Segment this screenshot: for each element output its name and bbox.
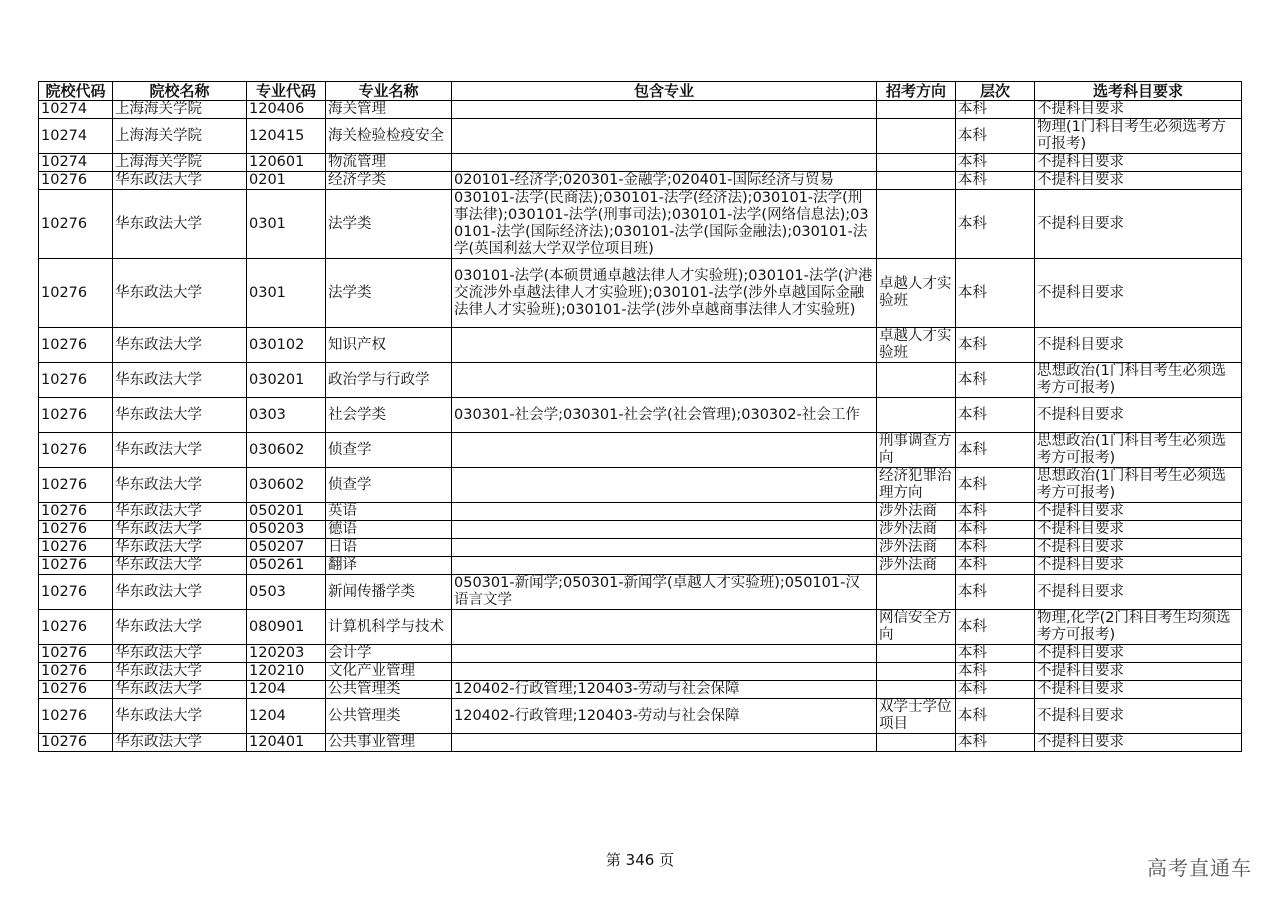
- table-row: [39, 328, 1242, 363]
- cell-school-name: 华东政法大学: [113, 681, 247, 699]
- cell-school-code: 10276: [39, 259, 113, 328]
- cell-included-majors: [452, 468, 877, 503]
- cell-school-code: 10276: [39, 699, 113, 734]
- cell-direction: 卓越人才实验班: [877, 328, 956, 363]
- cell-school-name: 华东政法大学: [113, 398, 247, 433]
- table-row: [39, 398, 1242, 433]
- cell-subject-requirement: 不提科目要求: [1035, 645, 1242, 663]
- cell-direction: [877, 190, 956, 259]
- cell-major-name: 文化产业管理: [326, 663, 452, 681]
- cell-school-name: 华东政法大学: [113, 503, 247, 521]
- cell-included-majors: [452, 119, 877, 154]
- cell-subject-requirement: 不提科目要求: [1035, 190, 1242, 259]
- cell-level: 本科: [956, 259, 1035, 328]
- cell-direction: [877, 172, 956, 190]
- cell-major-name: 法学类: [326, 190, 452, 259]
- cell-subject-requirement: 不提科目要求: [1035, 503, 1242, 521]
- cell-subject-requirement: 不提科目要求: [1035, 699, 1242, 734]
- cell-school-name: 华东政法大学: [113, 539, 247, 557]
- cell-included-majors: [452, 734, 877, 752]
- cell-subject-requirement: 不提科目要求: [1035, 681, 1242, 699]
- cell-direction: [877, 101, 956, 119]
- cell-level: 本科: [956, 521, 1035, 539]
- cell-direction: [877, 663, 956, 681]
- cell-school-name: 华东政法大学: [113, 433, 247, 468]
- cell-level: 本科: [956, 363, 1035, 398]
- page-number: 第 346 页: [605, 851, 675, 869]
- cell-major-code: 120406: [247, 101, 326, 119]
- col-header-included-majors: 包含专业: [452, 82, 877, 101]
- cell-level: 本科: [956, 610, 1035, 645]
- cell-school-code: 10276: [39, 610, 113, 645]
- cell-school-code: 10276: [39, 433, 113, 468]
- cell-included-majors: 020101-经济学;020301-金融学;020401-国际经济与贸易: [452, 172, 877, 190]
- cell-level: 本科: [956, 468, 1035, 503]
- cell-included-majors: [452, 363, 877, 398]
- cell-school-code: 10276: [39, 734, 113, 752]
- cell-subject-requirement: 不提科目要求: [1035, 101, 1242, 119]
- cell-school-code: 10276: [39, 575, 113, 610]
- cell-major-code: 0301: [247, 259, 326, 328]
- cell-subject-requirement: 不提科目要求: [1035, 663, 1242, 681]
- cell-school-name: 上海海关学院: [113, 119, 247, 154]
- cell-subject-requirement: 不提科目要求: [1035, 521, 1242, 539]
- table-row: [39, 645, 1242, 663]
- cell-direction: 卓越人才实验班: [877, 259, 956, 328]
- cell-level: 本科: [956, 154, 1035, 172]
- cell-major-name: 政治学与行政学: [326, 363, 452, 398]
- cell-included-majors: [452, 101, 877, 119]
- cell-school-name: 华东政法大学: [113, 259, 247, 328]
- cell-school-code: 10276: [39, 681, 113, 699]
- cell-subject-requirement: 不提科目要求: [1035, 172, 1242, 190]
- cell-subject-requirement: 不提科目要求: [1035, 398, 1242, 433]
- cell-school-name: 华东政法大学: [113, 699, 247, 734]
- cell-direction: [877, 119, 956, 154]
- table-row: [39, 190, 1242, 259]
- cell-school-name: 华东政法大学: [113, 610, 247, 645]
- cell-school-code: 10276: [39, 172, 113, 190]
- cell-major-code: 120415: [247, 119, 326, 154]
- cell-major-code: 050207: [247, 539, 326, 557]
- cell-school-name: 华东政法大学: [113, 363, 247, 398]
- cell-school-name: 华东政法大学: [113, 328, 247, 363]
- cell-school-name: 华东政法大学: [113, 663, 247, 681]
- cell-major-code: 1204: [247, 681, 326, 699]
- cell-level: 本科: [956, 190, 1035, 259]
- cell-school-code: 10276: [39, 398, 113, 433]
- cell-level: 本科: [956, 503, 1035, 521]
- cell-school-name: 华东政法大学: [113, 521, 247, 539]
- cell-included-majors: [452, 521, 877, 539]
- cell-level: 本科: [956, 433, 1035, 468]
- cell-direction: [877, 734, 956, 752]
- col-header-level: 层次: [956, 82, 1035, 101]
- cell-level: 本科: [956, 645, 1035, 663]
- cell-major-code: 050261: [247, 557, 326, 575]
- cell-included-majors: [452, 663, 877, 681]
- cell-school-name: 华东政法大学: [113, 575, 247, 610]
- cell-subject-requirement: 思想政治(1门科目考生必须选考方可报考): [1035, 363, 1242, 398]
- cell-school-code: 10274: [39, 119, 113, 154]
- table-row: [39, 101, 1242, 119]
- cell-major-name: 法学类: [326, 259, 452, 328]
- cell-school-name: 华东政法大学: [113, 172, 247, 190]
- cell-direction: 涉外法商: [877, 503, 956, 521]
- cell-included-majors: [452, 328, 877, 363]
- table-row: [39, 557, 1242, 575]
- table-row: [39, 468, 1242, 503]
- table-row: [39, 610, 1242, 645]
- table-row: [39, 259, 1242, 328]
- cell-included-majors: [452, 645, 877, 663]
- cell-level: 本科: [956, 119, 1035, 154]
- cell-included-majors: [452, 557, 877, 575]
- cell-subject-requirement: 不提科目要求: [1035, 734, 1242, 752]
- cell-school-name: 上海海关学院: [113, 154, 247, 172]
- cell-major-name: 物流管理: [326, 154, 452, 172]
- cell-direction: [877, 363, 956, 398]
- cell-school-name: 上海海关学院: [113, 101, 247, 119]
- cell-school-code: 10276: [39, 190, 113, 259]
- cell-direction: [877, 154, 956, 172]
- cell-included-majors: 030101-法学(本硕贯通卓越法律人才实验班);030101-法学(沪港交流涉外卓越法律人才实验班);030101-法学(涉外卓越国际金融法律人才实验班);030101-法学(涉外卓越商事法律人才实验班): [452, 259, 877, 328]
- table-row: [39, 363, 1242, 398]
- table-row: [39, 172, 1242, 190]
- cell-major-name: 侦查学: [326, 468, 452, 503]
- cell-level: 本科: [956, 328, 1035, 363]
- table-row: [39, 521, 1242, 539]
- cell-level: 本科: [956, 539, 1035, 557]
- cell-major-code: 0301: [247, 190, 326, 259]
- cell-major-name: 会计学: [326, 645, 452, 663]
- cell-direction: [877, 645, 956, 663]
- cell-school-code: 10276: [39, 503, 113, 521]
- table-row: [39, 503, 1242, 521]
- watermark: 高考直通车: [1147, 856, 1252, 880]
- cell-included-majors: 050301-新闻学;050301-新闻学(卓越人才实验班);050101-汉语言文学: [452, 575, 877, 610]
- cell-subject-requirement: 物理(1门科目考生必须选考方可报考): [1035, 119, 1242, 154]
- cell-subject-requirement: 不提科目要求: [1035, 259, 1242, 328]
- cell-school-code: 10276: [39, 539, 113, 557]
- cell-school-name: 华东政法大学: [113, 468, 247, 503]
- cell-major-code: 0503: [247, 575, 326, 610]
- cell-subject-requirement: 不提科目要求: [1035, 557, 1242, 575]
- col-header-major-code: 专业代码: [247, 82, 326, 101]
- cell-major-code: 050203: [247, 521, 326, 539]
- header-row: [39, 82, 1242, 101]
- col-header-major-name: 专业名称: [326, 82, 452, 101]
- cell-major-code: 030102: [247, 328, 326, 363]
- cell-included-majors: [452, 503, 877, 521]
- cell-subject-requirement: 不提科目要求: [1035, 154, 1242, 172]
- cell-included-majors: 030101-法学(民商法);030101-法学(经济法);030101-法学(刑事法律);030101-法学(刑事司法);030101-法学(网络信息法);030101-法学(国际经济法);030101-法学(国际金融法);030101-法学(英国利兹大学双学位项目班): [452, 190, 877, 259]
- cell-major-name: 德语: [326, 521, 452, 539]
- cell-major-name: 知识产权: [326, 328, 452, 363]
- cell-major-code: 030602: [247, 433, 326, 468]
- cell-level: 本科: [956, 557, 1035, 575]
- table-row: [39, 575, 1242, 610]
- cell-school-name: 华东政法大学: [113, 190, 247, 259]
- cell-school-code: 10276: [39, 557, 113, 575]
- cell-school-name: 华东政法大学: [113, 734, 247, 752]
- cell-major-name: 新闻传播学类: [326, 575, 452, 610]
- cell-school-code: 10276: [39, 663, 113, 681]
- cell-direction: [877, 681, 956, 699]
- cell-school-code: 10276: [39, 468, 113, 503]
- table-row: [39, 734, 1242, 752]
- cell-major-name: 公共事业管理: [326, 734, 452, 752]
- cell-major-name: 翻译: [326, 557, 452, 575]
- cell-major-code: 120203: [247, 645, 326, 663]
- cell-direction: 网信安全方向: [877, 610, 956, 645]
- cell-subject-requirement: 物理,化学(2门科目考生均须选考方可报考): [1035, 610, 1242, 645]
- table-row: [39, 699, 1242, 734]
- cell-school-code: 10276: [39, 645, 113, 663]
- table-row: [39, 663, 1242, 681]
- cell-direction: 涉外法商: [877, 539, 956, 557]
- cell-direction: 双学士学位项目: [877, 699, 956, 734]
- cell-major-name: 英语: [326, 503, 452, 521]
- cell-major-name: 侦查学: [326, 433, 452, 468]
- cell-included-majors: 120402-行政管理;120403-劳动与社会保障: [452, 699, 877, 734]
- cell-major-name: 日语: [326, 539, 452, 557]
- cell-subject-requirement: 不提科目要求: [1035, 575, 1242, 610]
- cell-major-name: 计算机科学与技术: [326, 610, 452, 645]
- cell-direction: 涉外法商: [877, 521, 956, 539]
- cell-major-name: 社会学类: [326, 398, 452, 433]
- cell-direction: [877, 575, 956, 610]
- cell-major-code: 120210: [247, 663, 326, 681]
- cell-school-code: 10276: [39, 521, 113, 539]
- cell-major-name: 海关管理: [326, 101, 452, 119]
- cell-level: 本科: [956, 734, 1035, 752]
- col-header-direction: 招考方向: [877, 82, 956, 101]
- col-header-school-code: 院校代码: [39, 82, 113, 101]
- cell-level: 本科: [956, 398, 1035, 433]
- cell-level: 本科: [956, 172, 1035, 190]
- table-row: [39, 154, 1242, 172]
- cell-major-code: 1204: [247, 699, 326, 734]
- table-row: [39, 539, 1242, 557]
- cell-direction: [877, 398, 956, 433]
- cell-school-code: 10276: [39, 328, 113, 363]
- cell-level: 本科: [956, 101, 1035, 119]
- cell-major-code: 0303: [247, 398, 326, 433]
- cell-school-code: 10276: [39, 363, 113, 398]
- cell-included-majors: [452, 539, 877, 557]
- cell-school-name: 华东政法大学: [113, 645, 247, 663]
- admission-table: [38, 81, 1242, 752]
- cell-major-code: 0201: [247, 172, 326, 190]
- cell-major-code: 030602: [247, 468, 326, 503]
- cell-direction: 经济犯罪治理方向: [877, 468, 956, 503]
- cell-subject-requirement: 思想政治(1门科目考生必须选考方可报考): [1035, 433, 1242, 468]
- col-header-subject-requirement: 选考科目要求: [1035, 82, 1242, 101]
- cell-school-code: 10274: [39, 154, 113, 172]
- cell-major-name: 经济学类: [326, 172, 452, 190]
- cell-major-code: 120601: [247, 154, 326, 172]
- cell-level: 本科: [956, 663, 1035, 681]
- cell-included-majors: 120402-行政管理;120403-劳动与社会保障: [452, 681, 877, 699]
- cell-major-code: 050201: [247, 503, 326, 521]
- cell-direction: 涉外法商: [877, 557, 956, 575]
- cell-major-name: 公共管理类: [326, 681, 452, 699]
- cell-level: 本科: [956, 681, 1035, 699]
- cell-level: 本科: [956, 699, 1035, 734]
- cell-included-majors: [452, 433, 877, 468]
- cell-included-majors: 030301-社会学;030301-社会学(社会管理);030302-社会工作: [452, 398, 877, 433]
- cell-major-code: 120401: [247, 734, 326, 752]
- table-row: [39, 433, 1242, 468]
- cell-school-code: 10274: [39, 101, 113, 119]
- cell-major-name: 海关检验检疫安全: [326, 119, 452, 154]
- table-row: [39, 681, 1242, 699]
- cell-subject-requirement: 不提科目要求: [1035, 539, 1242, 557]
- cell-major-code: 030201: [247, 363, 326, 398]
- cell-direction: 刑事调查方向: [877, 433, 956, 468]
- cell-subject-requirement: 不提科目要求: [1035, 328, 1242, 363]
- cell-included-majors: [452, 610, 877, 645]
- col-header-school-name: 院校名称: [113, 82, 247, 101]
- cell-major-code: 080901: [247, 610, 326, 645]
- cell-major-name: 公共管理类: [326, 699, 452, 734]
- cell-level: 本科: [956, 575, 1035, 610]
- table-row: [39, 119, 1242, 154]
- cell-subject-requirement: 思想政治(1门科目考生必须选考方可报考): [1035, 468, 1242, 503]
- cell-included-majors: [452, 154, 877, 172]
- cell-school-name: 华东政法大学: [113, 557, 247, 575]
